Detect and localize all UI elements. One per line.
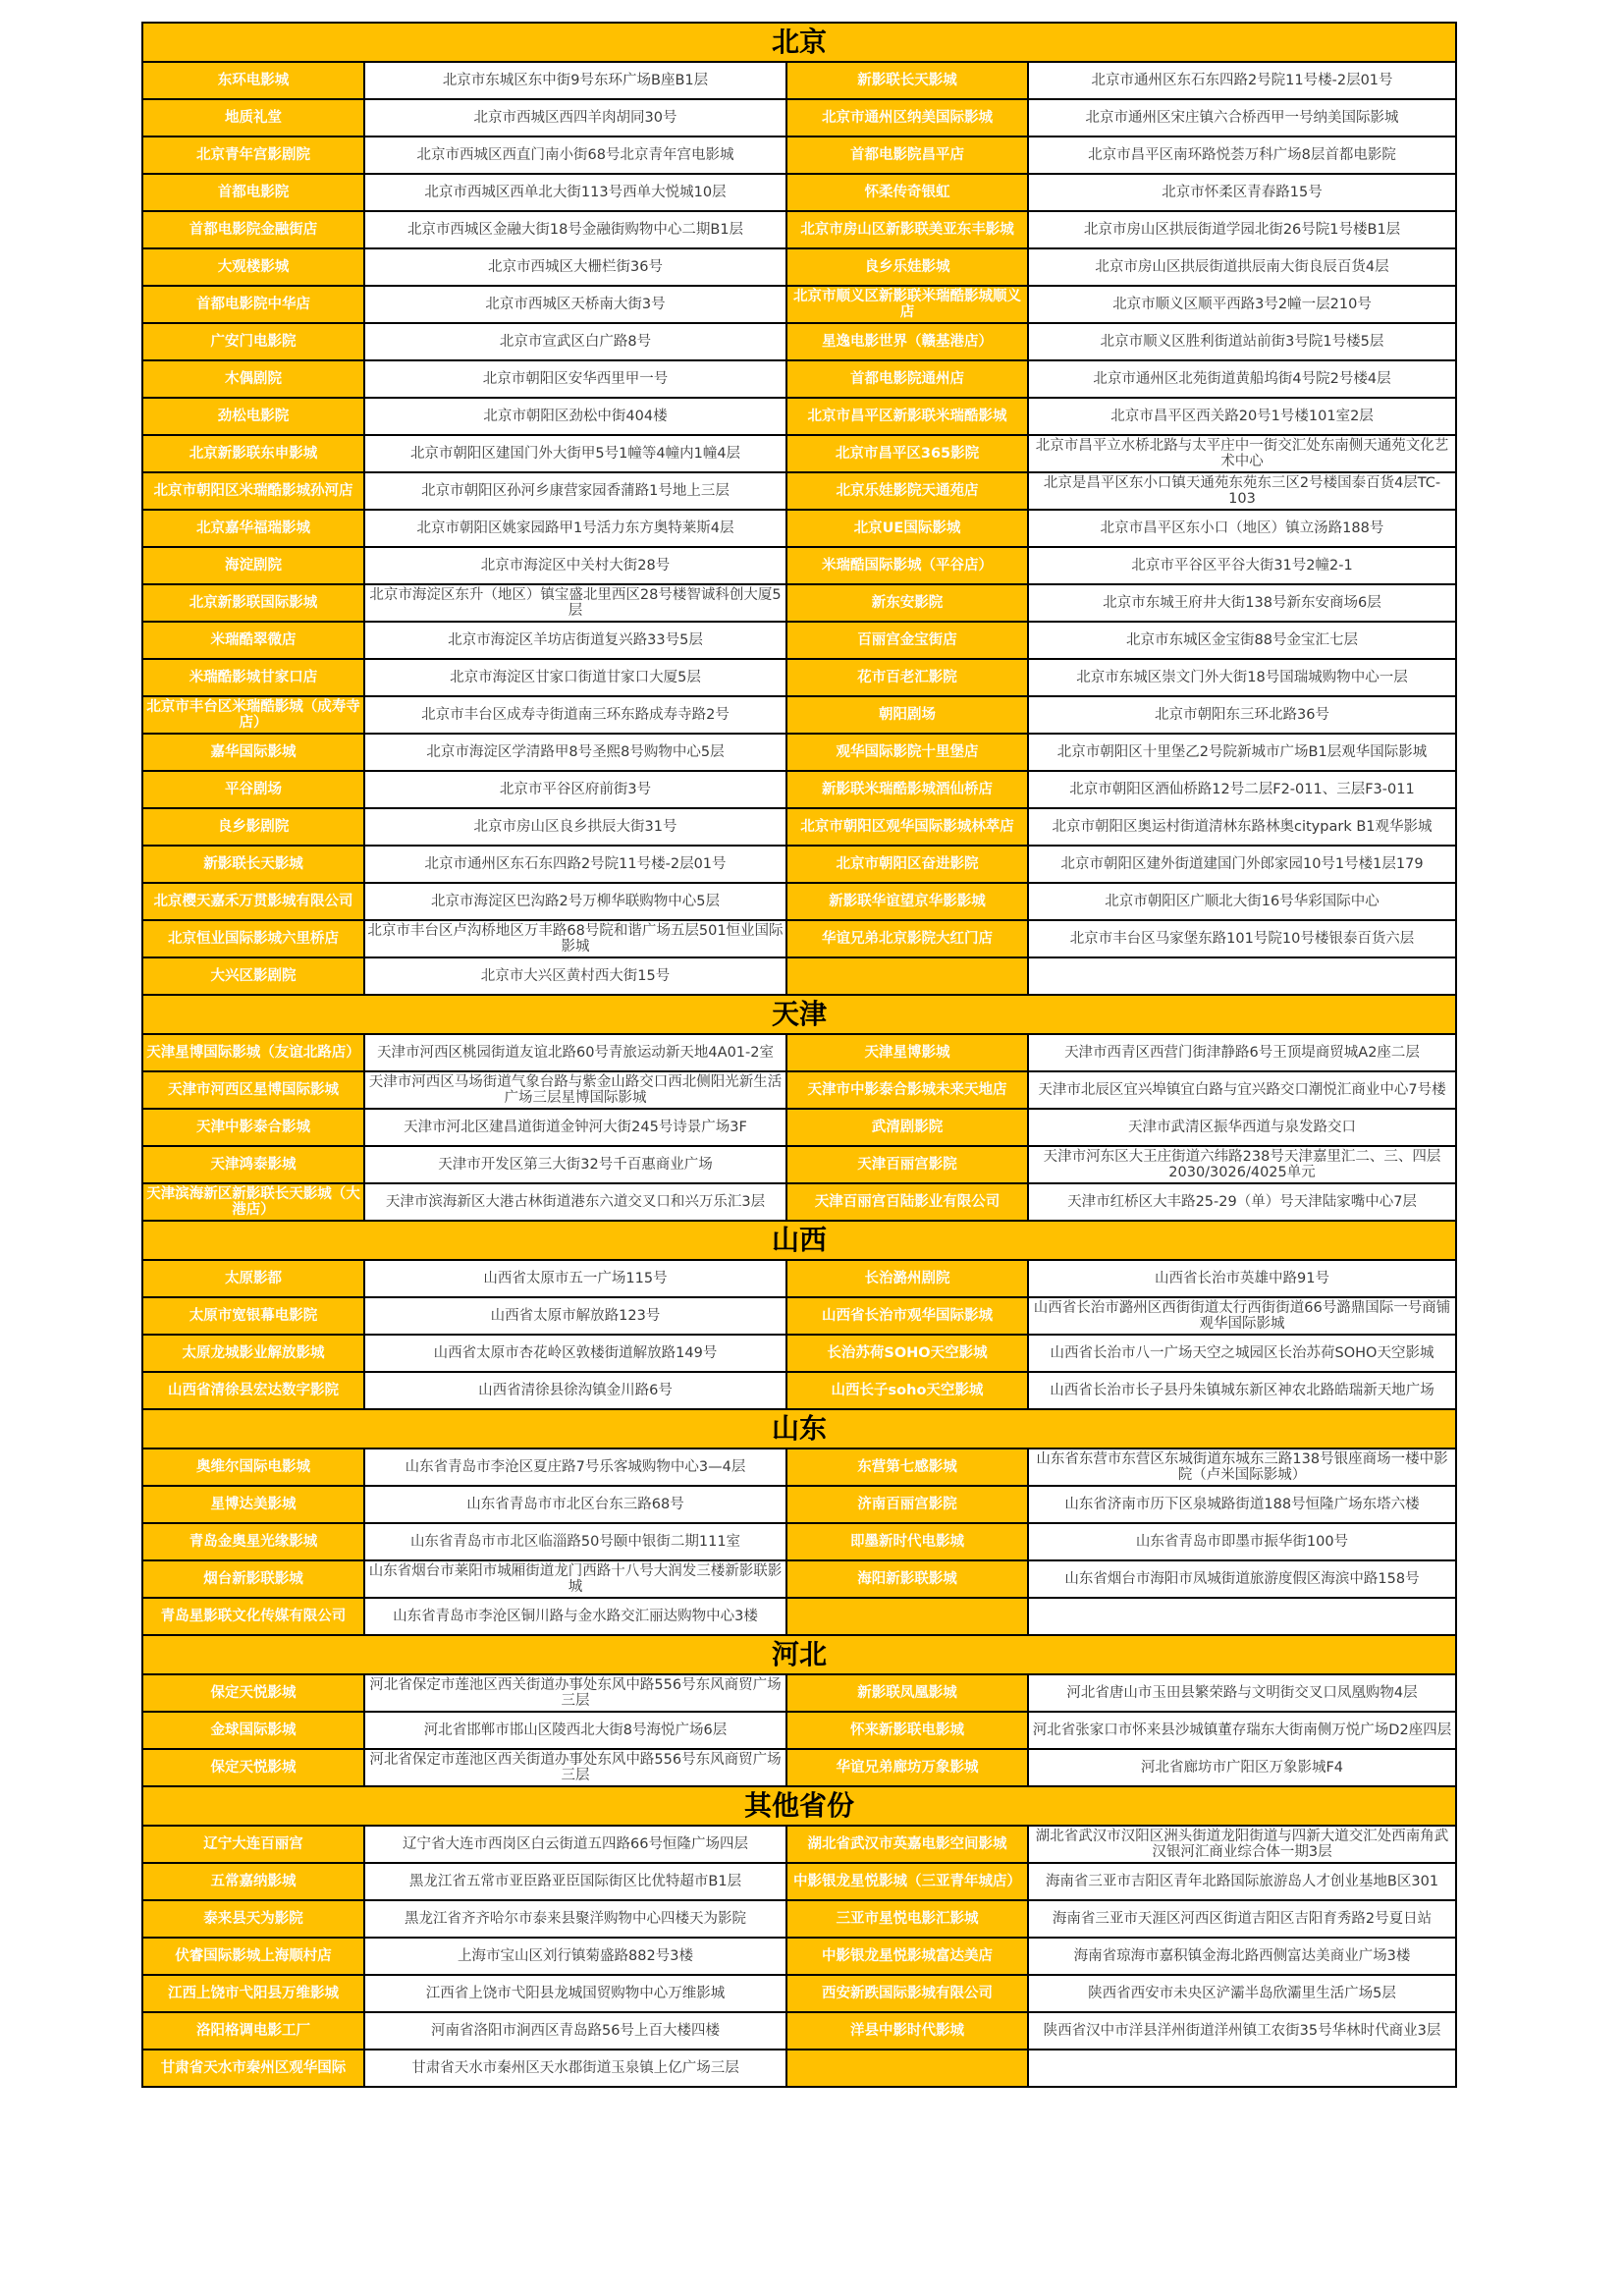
table-row	[142, 1034, 1456, 1071]
cinema-address-cell: 陕西省汉中市洋县洋州街道洋州镇工农街35号华林时代商业3层	[1028, 2012, 1456, 2050]
cinema-name-cell: 嘉华国际影城	[142, 734, 364, 771]
cinema-name-cell: 甘肃省天水市秦州区观华国际	[142, 2050, 364, 2087]
cinema-address-cell: 山东省济南市历下区泉城路街道188号恒隆广场东塔六楼	[1028, 1486, 1456, 1523]
cinema-address-cell: 北京市东城王府井大街138号新东安商场6层	[1028, 584, 1456, 622]
cinema-name-cell	[786, 957, 1028, 995]
table-row	[142, 360, 1456, 398]
cinema-name-cell: 平谷剧场	[142, 771, 364, 808]
cinema-address-cell: 北京市宣武区白广路8号	[364, 323, 786, 360]
cinema-name-cell: 即墨新时代电影城	[786, 1523, 1028, 1560]
cinema-address-cell: 黑龙江省齐齐哈尔市泰来县聚洋购物中心四楼天为影院	[364, 1900, 786, 1938]
cinema-address-cell: 北京市顺义区胜利街道站前街3号院1号楼5层	[1028, 323, 1456, 360]
cinema-address-cell: 北京市海淀区甘家口街道甘家口大厦5层	[364, 659, 786, 696]
table-row	[142, 1560, 1456, 1598]
table-row	[142, 2012, 1456, 2050]
cinema-name-cell: 湖北省武汉市英嘉电影空间影城	[786, 1826, 1028, 1863]
cinema-name-cell: 地质礼堂	[142, 99, 364, 137]
cinema-name-cell: 新影联长天影城	[786, 62, 1028, 99]
table-row	[142, 248, 1456, 286]
region-header-row	[142, 1635, 1456, 1674]
cinema-name-cell: 天津市河西区星博国际影城	[142, 1071, 364, 1109]
cinema-address-cell: 山东省东营市东营区东城街道东城东三路138号银座商场一楼中影院（卢米国际影城）	[1028, 1449, 1456, 1486]
cinema-table	[141, 22, 1457, 2088]
cinema-address-cell: 辽宁省大连市西岗区白云街道五四路66号恒隆广场四层	[364, 1826, 786, 1863]
cinema-name-cell: 北京市朝阳区米瑞酷影城孙河店	[142, 472, 364, 510]
cinema-address-cell: 北京市朝阳区劲松中街404楼	[364, 398, 786, 435]
cinema-address-cell: 山西省长治市长子县丹朱镇城东新区神农北路皓瑞新天地广场	[1028, 1372, 1456, 1409]
cinema-name-cell: 天津星博影城	[786, 1034, 1028, 1071]
cinema-name-cell: 北京恒业国际影城六里桥店	[142, 920, 364, 957]
cinema-name-cell: 大兴区影剧院	[142, 957, 364, 995]
region-header-row	[142, 1409, 1456, 1449]
cinema-name-cell: 洋县中影时代影城	[786, 2012, 1028, 2050]
table-row	[142, 472, 1456, 510]
cinema-address-cell: 山东省青岛市李沧区铜川路与金水路交汇丽达购物中心3楼	[364, 1598, 786, 1635]
table-row	[142, 2050, 1456, 2087]
cinema-address-cell: 山西省清徐县徐沟镇金川路6号	[364, 1372, 786, 1409]
cinema-name-cell: 长治潞州剧院	[786, 1260, 1028, 1297]
cinema-address-cell	[1028, 957, 1456, 995]
table-row	[142, 659, 1456, 696]
table-row	[142, 734, 1456, 771]
cinema-name-cell: 天津滨海新区新影联长天影城（大港店）	[142, 1183, 364, 1221]
region-title: 河北	[142, 1635, 1456, 1674]
region-title: 山东	[142, 1409, 1456, 1449]
cinema-name-cell: 北京市朝阳区观华国际影城林萃店	[786, 808, 1028, 846]
cinema-name-cell: 天津百丽宫百陆影业有限公司	[786, 1183, 1028, 1221]
cinema-address-cell: 北京市东城区东中街9号东环广场B座B1层	[364, 62, 786, 99]
cinema-address-cell: 北京市大兴区黄村西大街15号	[364, 957, 786, 995]
cinema-name-cell: 星博达美影城	[142, 1486, 364, 1523]
cinema-address-cell: 河北省张家口市怀来县沙城镇董存瑞东大街南侧万悦广场D2座四层	[1028, 1712, 1456, 1749]
region-title: 天津	[142, 995, 1456, 1034]
table-row	[142, 1183, 1456, 1221]
cinema-name-cell: 东环电影城	[142, 62, 364, 99]
cinema-address-cell: 北京市通州区东石东四路2号院11号楼-2层01号	[1028, 62, 1456, 99]
cinema-name-cell: 山西省清徐县宏达数字影院	[142, 1372, 364, 1409]
table-row	[142, 1146, 1456, 1183]
cinema-address-cell: 河南省洛阳市涧西区青岛路56号上百大楼四楼	[364, 2012, 786, 2050]
cinema-address-cell: 北京市西城区西直门南小街68号北京青年宫电影城	[364, 137, 786, 174]
cinema-name-cell: 太原市宽银幕电影院	[142, 1297, 364, 1335]
cinema-name-cell: 海淀剧院	[142, 547, 364, 584]
cinema-address-cell: 山西省长治市英雄中路91号	[1028, 1260, 1456, 1297]
table-row	[142, 174, 1456, 211]
cinema-name-cell: 北京嘉华福瑞影城	[142, 510, 364, 547]
cinema-address-cell: 山西省长治市潞州区西街街道太行西街街道66号潞鼎国际一号商铺观华国际影城	[1028, 1297, 1456, 1335]
cinema-name-cell: 江西上饶市弋阳县万维影城	[142, 1975, 364, 2012]
region-title: 其他省份	[142, 1786, 1456, 1826]
table-row	[142, 622, 1456, 659]
cinema-name-cell	[786, 2050, 1028, 2087]
table-row	[142, 696, 1456, 734]
cinema-name-cell: 首都电影院	[142, 174, 364, 211]
table-row	[142, 1900, 1456, 1938]
table-row	[142, 584, 1456, 622]
cinema-address-cell: 山西省长治市八一广场天空之城园区长治苏荷SOHO天空影城	[1028, 1335, 1456, 1372]
table-row	[142, 1297, 1456, 1335]
cinema-address-cell: 湖北省武汉市汉阳区洲头街道龙阳街道与四新大道交汇处西南角武汉银河汇商业综合体一期3层	[1028, 1826, 1456, 1863]
cinema-name-cell: 武清剧影院	[786, 1109, 1028, 1146]
table-row	[142, 846, 1456, 883]
cinema-name-cell: 米瑞酷影城甘家口店	[142, 659, 364, 696]
table-row	[142, 1449, 1456, 1486]
cinema-name-cell: 怀柔传奇银虹	[786, 174, 1028, 211]
cinema-address-cell: 北京市昌平立水桥北路与太平庄中一街交汇处东南侧天通苑文化艺术中心	[1028, 435, 1456, 472]
cinema-address-cell: 北京市昌平区南环路悦荟万科广场8层首都电影院	[1028, 137, 1456, 174]
cinema-list-sheet	[141, 22, 1455, 2088]
cinema-address-cell: 天津市开发区第三大街32号千百惠商业广场	[364, 1146, 786, 1183]
cinema-address-cell: 江西省上饶市弋阳县龙城国贸购物中心万维影城	[364, 1975, 786, 2012]
cinema-address-cell: 河北省邯郸市邯山区陵西北大街8号海悦广场6层	[364, 1712, 786, 1749]
cinema-address-cell: 山东省青岛市市北区台东三路68号	[364, 1486, 786, 1523]
cinema-name-cell: 良乡影剧院	[142, 808, 364, 846]
table-row	[142, 1071, 1456, 1109]
cinema-name-cell: 首都电影院昌平店	[786, 137, 1028, 174]
cinema-address-cell: 天津市河东区大王庄街道六纬路238号天津嘉里汇二、三、四层2030/3026/4025单元	[1028, 1146, 1456, 1183]
cinema-address-cell: 天津市红桥区大丰路25-29（单）号天津陆家嘴中心7层	[1028, 1183, 1456, 1221]
cinema-address-cell: 北京市房山区拱辰街道学园北街26号院1号楼B1层	[1028, 211, 1456, 248]
cinema-address-cell: 北京市平谷区府前街3号	[364, 771, 786, 808]
cinema-name-cell: 太原影都	[142, 1260, 364, 1297]
table-row	[142, 1486, 1456, 1523]
table-row	[142, 1826, 1456, 1863]
cinema-address-cell	[1028, 2050, 1456, 2087]
cinema-address-cell: 北京市顺义区顺平西路3号2幢一层210号	[1028, 286, 1456, 323]
cinema-name-cell: 北京青年宫影剧院	[142, 137, 364, 174]
table-row	[142, 398, 1456, 435]
cinema-name-cell: 新影联凤凰影城	[786, 1674, 1028, 1712]
cinema-address-cell: 北京市朝阳区广顺北大街16号华彩国际中心	[1028, 883, 1456, 920]
table-row	[142, 211, 1456, 248]
table-row	[142, 1863, 1456, 1900]
cinema-name-cell: 北京市丰台区米瑞酷影城（成寿寺店）	[142, 696, 364, 734]
cinema-address-cell: 天津市河西区桃园街道友谊北路60号青旅运动新天地4A01-2室	[364, 1034, 786, 1071]
cinema-name-cell: 泰来县天为影院	[142, 1900, 364, 1938]
cinema-name-cell: 奥维尔国际电影城	[142, 1449, 364, 1486]
cinema-address-cell: 北京市西城区西四羊肉胡同30号	[364, 99, 786, 137]
cinema-name-cell: 广安门电影院	[142, 323, 364, 360]
cinema-name-cell: 米瑞酷国际影城（平谷店）	[786, 547, 1028, 584]
cinema-address-cell: 海南省琼海市嘉积镇金海北路西侧富达美商业广场3楼	[1028, 1938, 1456, 1975]
cinema-name-cell: 米瑞酷翠微店	[142, 622, 364, 659]
cinema-name-cell	[786, 1598, 1028, 1635]
cinema-name-cell: 保定天悦影城	[142, 1749, 364, 1786]
cinema-name-cell: 华谊兄弟廊坊万象影城	[786, 1749, 1028, 1786]
table-row	[142, 1335, 1456, 1372]
cinema-address-cell: 海南省三亚市吉阳区青年北路国际旅游岛人才创业基地B区301	[1028, 1863, 1456, 1900]
cinema-name-cell: 天津百丽宫影院	[786, 1146, 1028, 1183]
cinema-address-cell: 北京市平谷区平谷大街31号2幢2-1	[1028, 547, 1456, 584]
cinema-address-cell: 山东省青岛市李沧区夏庄路7号乐客城购物中心3—4层	[364, 1449, 786, 1486]
table-row	[142, 1109, 1456, 1146]
cinema-name-cell: 北京新影联国际影城	[142, 584, 364, 622]
cinema-name-cell: 新东安影院	[786, 584, 1028, 622]
cinema-address-cell: 河北省唐山市玉田县繁荣路与文明街交叉口凤凰购物4层	[1028, 1674, 1456, 1712]
cinema-address-cell: 上海市宝山区刘行镇菊盛路882号3楼	[364, 1938, 786, 1975]
cinema-address-cell: 陕西省西安市未央区浐灞半岛欣灞里生活广场5层	[1028, 1975, 1456, 2012]
table-row	[142, 1938, 1456, 1975]
cinema-name-cell: 观华国际影院十里堡店	[786, 734, 1028, 771]
cinema-address-cell: 北京市海淀区学清路甲8号圣熙8号购物中心5层	[364, 734, 786, 771]
cinema-name-cell: 长治苏荷SOHO天空影城	[786, 1335, 1028, 1372]
cinema-address-cell: 北京市朝阳区安华西里甲一号	[364, 360, 786, 398]
table-row	[142, 808, 1456, 846]
cinema-address-cell: 北京市昌平区东小口（地区）镇立汤路188号	[1028, 510, 1456, 547]
cinema-name-cell: 中影银龙星悦影城（三亚青年城店）	[786, 1863, 1028, 1900]
cinema-name-cell: 首都电影院通州店	[786, 360, 1028, 398]
cinema-name-cell: 北京樱天嘉禾万贯影城有限公司	[142, 883, 364, 920]
cinema-name-cell: 金球国际影城	[142, 1712, 364, 1749]
cinema-name-cell: 新影联华谊望京华影影城	[786, 883, 1028, 920]
cinema-name-cell: 青岛金奥星光缘影城	[142, 1523, 364, 1560]
cinema-name-cell: 北京新影联东申影城	[142, 435, 364, 472]
cinema-address-cell: 北京市房山区良乡拱辰大街31号	[364, 808, 786, 846]
cinema-address-cell: 北京市丰台区成寿寺街道南三环东路成寿寺路2号	[364, 696, 786, 734]
table-row	[142, 1260, 1456, 1297]
cinema-address-cell: 北京市朝阳区姚家园路甲1号活力东方奥特莱斯4层	[364, 510, 786, 547]
cinema-name-cell: 海阳新影联影城	[786, 1560, 1028, 1598]
cinema-address-cell: 天津市河西区马场街道气象台路与紫金山路交口西北侧阳光新生活广场三层星博国际影城	[364, 1071, 786, 1109]
table-row	[142, 771, 1456, 808]
table-row	[142, 510, 1456, 547]
cinema-name-cell: 北京市昌平区新影联米瑞酷影城	[786, 398, 1028, 435]
cinema-name-cell: 东营第七感影城	[786, 1449, 1028, 1486]
region-header-row	[142, 23, 1456, 62]
cinema-address-cell: 北京市通州区宋庄镇六合桥西甲一号纳美国际影城	[1028, 99, 1456, 137]
table-row	[142, 920, 1456, 957]
cinema-address-cell: 北京市西城区天桥南大街3号	[364, 286, 786, 323]
table-row	[142, 1674, 1456, 1712]
table-row	[142, 1523, 1456, 1560]
cinema-name-cell: 天津市中影泰合影城未来天地店	[786, 1071, 1028, 1109]
cinema-address-cell: 河北省廊坊市广阳区万象影城F4	[1028, 1749, 1456, 1786]
cinema-name-cell: 三亚市星悦电影汇影城	[786, 1900, 1028, 1938]
cinema-name-cell: 保定天悦影城	[142, 1674, 364, 1712]
cinema-address-cell: 北京市通州区北苑街道黄船坞街4号院2号楼4层	[1028, 360, 1456, 398]
cinema-name-cell: 北京市昌平区365影院	[786, 435, 1028, 472]
cinema-address-cell: 河北省保定市莲池区西关街道办事处东风中路556号东风商贸广场三层	[364, 1749, 786, 1786]
cinema-address-cell: 黑龙江省五常市亚臣路亚臣国际街区比优特超市B1层	[364, 1863, 786, 1900]
cinema-name-cell: 首都电影院金融街店	[142, 211, 364, 248]
table-row	[142, 1749, 1456, 1786]
cinema-address-cell: 山西省太原市杏花岭区敦楼街道解放路149号	[364, 1335, 786, 1372]
cinema-address-cell: 山西省太原市解放路123号	[364, 1297, 786, 1335]
table-row	[142, 323, 1456, 360]
cinema-address-cell: 北京市朝阳区奥运村街道清林东路林奥citypark B1观华影城	[1028, 808, 1456, 846]
table-row	[142, 957, 1456, 995]
cinema-address-cell	[1028, 1598, 1456, 1635]
table-row	[142, 1975, 1456, 2012]
table-row	[142, 1712, 1456, 1749]
cinema-name-cell: 山西省长治市观华国际影城	[786, 1297, 1028, 1335]
region-header-row	[142, 1221, 1456, 1260]
cinema-name-cell: 五常嘉纳影城	[142, 1863, 364, 1900]
cinema-address-cell: 北京市朝阳区建国门外大街甲5号1幢等4幢内1幢4层	[364, 435, 786, 472]
cinema-address-cell: 河北省保定市莲池区西关街道办事处东风中路556号东风商贸广场三层	[364, 1674, 786, 1712]
cinema-address-cell: 北京市朝阳区孙河乡康营家园香蒲路1号地上三层	[364, 472, 786, 510]
cinema-name-cell: 洛阳格调电影工厂	[142, 2012, 364, 2050]
table-row	[142, 137, 1456, 174]
cinema-address-cell: 北京市东城区崇文门外大街18号国瑞城购物中心一层	[1028, 659, 1456, 696]
cinema-name-cell: 北京市房山区新影联美亚东丰影城	[786, 211, 1028, 248]
table-row	[142, 62, 1456, 99]
cinema-name-cell: 劲松电影院	[142, 398, 364, 435]
cinema-name-cell: 辽宁大连百丽宫	[142, 1826, 364, 1863]
cinema-name-cell: 济南百丽宫影院	[786, 1486, 1028, 1523]
cinema-address-cell: 北京市海淀区羊坊店街道复兴路33号5层	[364, 622, 786, 659]
cinema-address-cell: 北京市朝阳东三环北路36号	[1028, 696, 1456, 734]
cinema-name-cell: 北京乐娃影院天通苑店	[786, 472, 1028, 510]
cinema-name-cell: 天津鸿泰影城	[142, 1146, 364, 1183]
table-row	[142, 99, 1456, 137]
cinema-address-cell: 海南省三亚市天涯区河西区街道吉阳区吉阳育秀路2号夏日站	[1028, 1900, 1456, 1938]
cinema-address-cell: 甘肃省天水市秦州区天水郡街道玉泉镇上亿广场三层	[364, 2050, 786, 2087]
cinema-name-cell: 烟台新影联影城	[142, 1560, 364, 1598]
cinema-name-cell: 星逸电影世界（赣基港店）	[786, 323, 1028, 360]
cinema-name-cell: 中影银龙星悦影城富达美店	[786, 1938, 1028, 1975]
cinema-name-cell: 北京市顺义区新影联米瑞酷影城顺义店	[786, 286, 1028, 323]
cinema-address-cell: 北京市东城区金宝街88号金宝汇七层	[1028, 622, 1456, 659]
cinema-address-cell: 北京市丰台区卢沟桥地区万丰路68号院和谐广场五层501恒业国际影城	[364, 920, 786, 957]
cinema-name-cell: 太原龙城影业解放影城	[142, 1335, 364, 1372]
cinema-name-cell: 青岛星影联文化传媒有限公司	[142, 1598, 364, 1635]
cinema-name-cell: 大观楼影城	[142, 248, 364, 286]
cinema-address-cell: 山东省烟台市莱阳市城厢街道龙门西路十八号大润发三楼新影联影城	[364, 1560, 786, 1598]
cinema-name-cell: 北京UE国际影城	[786, 510, 1028, 547]
cinema-address-cell: 北京市海淀区中关村大街28号	[364, 547, 786, 584]
cinema-address-cell: 北京市海淀区巴沟路2号万柳华联购物中心5层	[364, 883, 786, 920]
table-row	[142, 435, 1456, 472]
cinema-address-cell: 天津市河北区建昌道街道金钟河大街245号诗景广场3F	[364, 1109, 786, 1146]
cinema-address-cell: 北京市西城区大栅栏街36号	[364, 248, 786, 286]
cinema-name-cell: 木偶剧院	[142, 360, 364, 398]
cinema-address-cell: 北京市通州区东石东四路2号院11号楼-2层01号	[364, 846, 786, 883]
cinema-address-cell: 北京市西城区西单北大街113号西单大悦城10层	[364, 174, 786, 211]
cinema-name-cell: 伏睿国际影城上海顺村店	[142, 1938, 364, 1975]
cinema-address-cell: 山西省太原市五一广场115号	[364, 1260, 786, 1297]
cinema-name-cell: 北京市朝阳区奋进影院	[786, 846, 1028, 883]
cinema-address-cell: 天津市西青区西营门街津静路6号王顶堤商贸城A2座二层	[1028, 1034, 1456, 1071]
cinema-name-cell: 首都电影院中华店	[142, 286, 364, 323]
cinema-address-cell: 北京市怀柔区青春路15号	[1028, 174, 1456, 211]
cinema-name-cell: 良乡乐娃影城	[786, 248, 1028, 286]
region-title: 北京	[142, 23, 1456, 62]
cinema-name-cell: 华谊兄弟北京影院大红门店	[786, 920, 1028, 957]
cinema-address-cell: 天津市武清区振华西道与泉发路交口	[1028, 1109, 1456, 1146]
cinema-address-cell: 天津市北辰区宜兴埠镇宜白路与宜兴路交口潮悦汇商业中心7号楼	[1028, 1071, 1456, 1109]
region-title: 山西	[142, 1221, 1456, 1260]
cinema-address-cell: 北京市房山区拱辰街道拱辰南大街良辰百货4层	[1028, 248, 1456, 286]
cinema-address-cell: 北京市朝阳区十里堡乙2号院新城市广场B1层观华国际影城	[1028, 734, 1456, 771]
cinema-name-cell: 新影联米瑞酷影城酒仙桥店	[786, 771, 1028, 808]
cinema-name-cell: 花市百老汇影院	[786, 659, 1028, 696]
cinema-address-cell: 北京市朝阳区酒仙桥路12号二层F2-011、三层F3-011	[1028, 771, 1456, 808]
table-row	[142, 286, 1456, 323]
cinema-name-cell: 百丽宫金宝街店	[786, 622, 1028, 659]
region-header-row	[142, 1786, 1456, 1826]
table-row	[142, 883, 1456, 920]
cinema-name-cell: 西安新跌国际影城有限公司	[786, 1975, 1028, 2012]
cinema-name-cell: 新影联长天影城	[142, 846, 364, 883]
cinema-address-cell: 北京市昌平区西关路20号1号楼101室2层	[1028, 398, 1456, 435]
cinema-address-cell: 山东省青岛市即墨市振华街100号	[1028, 1523, 1456, 1560]
cinema-name-cell: 朝阳剧场	[786, 696, 1028, 734]
table-row	[142, 547, 1456, 584]
cinema-name-cell: 天津星博国际影城（友谊北路店）	[142, 1034, 364, 1071]
cinema-address-cell: 山东省烟台市海阳市凤城街道旅游度假区海滨中路158号	[1028, 1560, 1456, 1598]
cinema-address-cell: 北京是昌平区东小口镇天通苑东苑东三区2号楼国泰百货4层TC-103	[1028, 472, 1456, 510]
cinema-address-cell: 山东省青岛市市北区临淄路50号颐中银街二期111室	[364, 1523, 786, 1560]
cinema-address-cell: 北京市朝阳区建外街道建国门外郎家园10号1号楼1层179	[1028, 846, 1456, 883]
cinema-name-cell: 怀来新影联电影城	[786, 1712, 1028, 1749]
cinema-address-cell: 天津市滨海新区大港古林街道港东六道交叉口和兴万乐汇3层	[364, 1183, 786, 1221]
table-row	[142, 1598, 1456, 1635]
table-row	[142, 1372, 1456, 1409]
cinema-name-cell: 天津中影泰合影城	[142, 1109, 364, 1146]
cinema-name-cell: 北京市通州区纳美国际影城	[786, 99, 1028, 137]
cinema-address-cell: 北京市丰台区马家堡东路101号院10号楼银泰百货六层	[1028, 920, 1456, 957]
cinema-address-cell: 北京市西城区金融大街18号金融街购物中心二期B1层	[364, 211, 786, 248]
cinema-address-cell: 北京市海淀区东升（地区）镇宝盛北里西区28号楼智诚科创大厦5层	[364, 584, 786, 622]
region-header-row	[142, 995, 1456, 1034]
cinema-name-cell: 山西长子soho天空影城	[786, 1372, 1028, 1409]
